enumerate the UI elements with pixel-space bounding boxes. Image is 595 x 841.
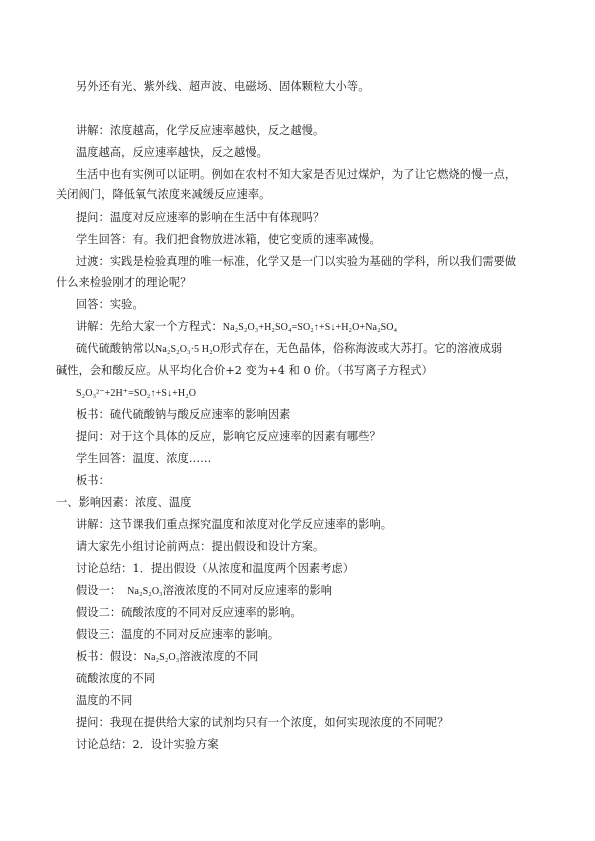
text-line: 生活中也有实例可以证明。例如在农村不知大家是否见过煤炉，为了让它燃烧的慢一点， bbox=[76, 168, 517, 181]
text-line: 另外还有光、紫外线、超声波、电磁场、固体颗粒大小等。 bbox=[76, 80, 370, 93]
text-line: 回答：实验。 bbox=[76, 298, 144, 311]
text-line: 提问：温度对反应速率的影响在生活中有体现吗？ bbox=[76, 211, 325, 224]
text-line: 请大家先小组讨论前两点：提出假设和设计方案。 bbox=[76, 540, 325, 553]
text-line: 什么来检验刚才的理论呢？ bbox=[56, 276, 192, 289]
text-segment: 溶液浓度的不同 bbox=[179, 650, 259, 663]
text-line bbox=[76, 650, 258, 665]
text-segment: 板书：假设： bbox=[76, 650, 144, 663]
ionic-equation-line bbox=[76, 386, 196, 401]
text-line: 过渡：实践是检验真理的唯一标准，化学又是一门以实验为基础的学科，所以我们需要做 bbox=[76, 255, 517, 268]
text-segment: 溶液浓度的不同对反应速率的影响 bbox=[162, 584, 333, 597]
section-heading: 一、影响因素：浓度、温度 bbox=[56, 496, 192, 509]
text-segment: 假设一： bbox=[76, 584, 122, 597]
text-line: 讨论总结：1．提出假设（从浓度和温度两个因素考虑） bbox=[76, 562, 355, 575]
equation-line bbox=[76, 320, 397, 335]
text-line bbox=[76, 342, 502, 357]
thiosulfate-formula: Na₂S₂O₃ bbox=[143, 652, 180, 663]
text-line: 假设二：硫酸浓度的不同对反应速率的影响。 bbox=[76, 606, 302, 619]
text-segment: 硫代硫酸钠常以 bbox=[76, 342, 156, 355]
text-line: 讲解：浓度越高，化学反应速率越快，反之越慢。 bbox=[76, 124, 325, 137]
text-line: 温度的不同 bbox=[76, 694, 133, 707]
text-line: 提问：对于这个具体的反应，影响它反应速率的因素有哪些？ bbox=[76, 430, 381, 443]
text-line: 板书： bbox=[76, 474, 110, 487]
text-line: 学生回答：温度、浓度…… bbox=[76, 452, 212, 465]
text-line: 温度越高，反应速率越快，反之越慢。 bbox=[76, 146, 268, 159]
text-line: 硫酸浓度的不同 bbox=[76, 672, 156, 685]
equation-prefix: 讲解：先给大家一个方程式： bbox=[76, 320, 223, 333]
chemical-equation: Na₂S₂O₃+H₂SO₄=SO₂↑+S↓+H₂O+Na₂SO₄ bbox=[222, 322, 398, 333]
text-line: 讨论总结：2．设计实验方案 bbox=[76, 738, 219, 751]
hydrate-formula: Na₂S₂O₃·5 H₂O bbox=[155, 344, 220, 355]
text-line: 碱性，会和酸反应。从平均化合价+2 变为+4 和 0 价。（书写离子方程式） bbox=[56, 364, 433, 377]
text-line bbox=[76, 584, 332, 599]
text-line: 提问：我现在提供给大家的试剂均只有一个浓度，如何实现浓度的不同呢？ bbox=[76, 716, 449, 729]
text-line: 学生回答：有。我们把食物放进冰箱，使它变质的速率减慢。 bbox=[76, 233, 381, 246]
text-segment: 形式存在，无色晶体，俗称海波或大苏打。它的溶液成弱 bbox=[219, 342, 503, 355]
text-line: 关闭阀门，降低氧气浓度来减缓反应速率。 bbox=[56, 188, 271, 201]
ionic-equation: S₂O₃²⁻+2H⁺=SO₂↑+S↓+H₂O bbox=[76, 388, 197, 399]
text-line: 假设三：温度的不同对反应速率的影响。 bbox=[76, 628, 280, 641]
thiosulfate-formula: Na₂S₂O₃ bbox=[127, 586, 163, 597]
text-line: 讲解：这节课我们重点探究温度和浓度对化学反应速率的影响。 bbox=[76, 518, 393, 531]
text-line: 板书：硫代硫酸钠与酸反应速率的影响因素 bbox=[76, 408, 291, 421]
